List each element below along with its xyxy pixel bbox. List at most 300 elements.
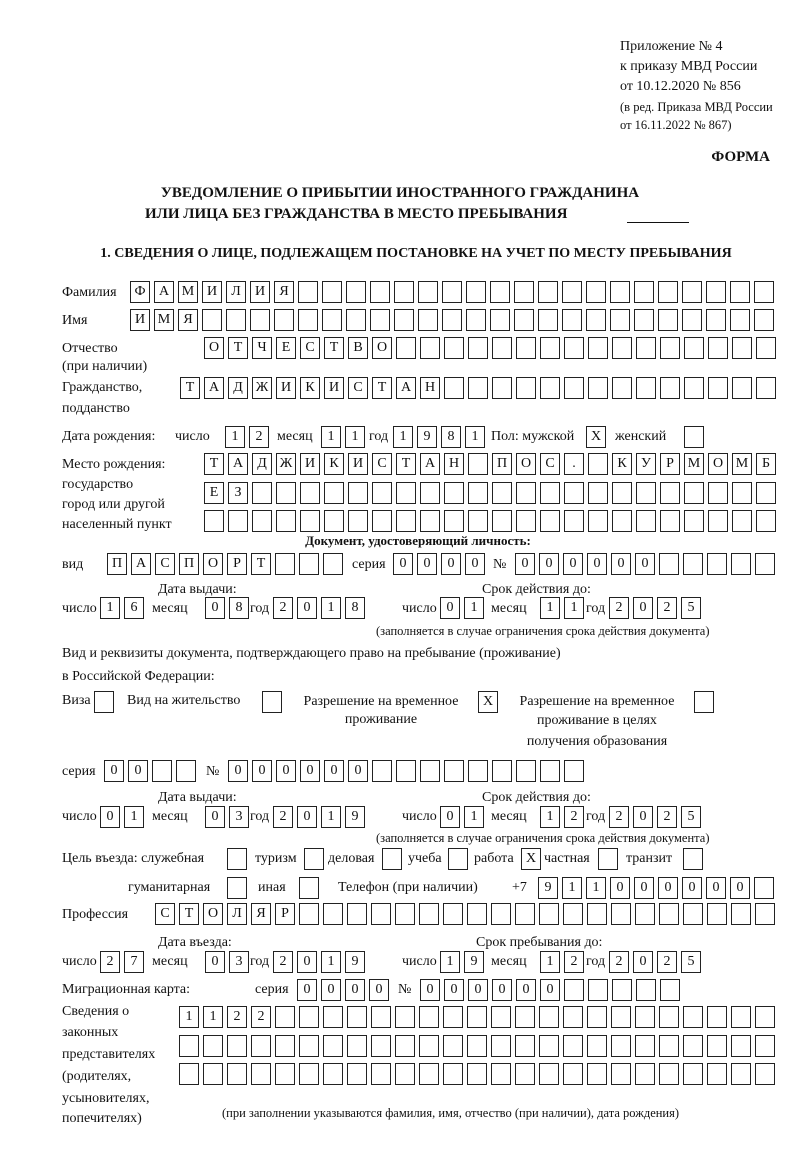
char-cell[interactable]: 8 bbox=[441, 426, 461, 448]
char-cell[interactable] bbox=[324, 482, 344, 504]
name-field[interactable] bbox=[130, 309, 774, 331]
char-cell[interactable] bbox=[395, 1006, 415, 1028]
char-cell[interactable] bbox=[707, 903, 727, 925]
char-cell[interactable] bbox=[598, 848, 618, 870]
sex-female-checkbox[interactable] bbox=[684, 426, 704, 448]
char-cell[interactable] bbox=[564, 760, 584, 782]
id-series-field[interactable] bbox=[393, 553, 485, 575]
char-cell[interactable] bbox=[396, 337, 416, 359]
char-cell[interactable]: 0 bbox=[100, 806, 120, 828]
char-cell[interactable] bbox=[370, 309, 390, 331]
char-cell[interactable] bbox=[515, 903, 535, 925]
char-cell[interactable] bbox=[683, 1006, 703, 1028]
char-cell[interactable]: 2 bbox=[227, 1006, 247, 1028]
char-cell[interactable] bbox=[444, 337, 464, 359]
char-cell[interactable]: Т bbox=[179, 903, 199, 925]
char-cell[interactable] bbox=[275, 1063, 295, 1085]
char-cell[interactable]: 2 bbox=[273, 597, 293, 619]
char-cell[interactable] bbox=[299, 1063, 319, 1085]
char-cell[interactable]: Б bbox=[756, 453, 776, 475]
char-cell[interactable]: 0 bbox=[297, 951, 317, 973]
char-cell[interactable]: П bbox=[492, 453, 512, 475]
purpose-tourism-checkbox[interactable] bbox=[304, 848, 324, 870]
title-blank-line[interactable] bbox=[627, 222, 689, 223]
char-cell[interactable] bbox=[444, 760, 464, 782]
char-cell[interactable]: 1 bbox=[225, 426, 245, 448]
char-cell[interactable] bbox=[276, 510, 296, 532]
char-cell[interactable] bbox=[563, 1006, 583, 1028]
char-cell[interactable]: 1 bbox=[464, 597, 484, 619]
char-cell[interactable]: 0 bbox=[539, 553, 559, 575]
char-cell[interactable]: Т bbox=[180, 377, 200, 399]
char-cell[interactable] bbox=[516, 510, 536, 532]
char-cell[interactable] bbox=[466, 281, 486, 303]
char-cell[interactable]: 1 bbox=[321, 597, 341, 619]
char-cell[interactable] bbox=[564, 377, 584, 399]
char-cell[interactable] bbox=[299, 1006, 319, 1028]
char-cell[interactable] bbox=[346, 309, 366, 331]
char-cell[interactable]: И bbox=[276, 377, 296, 399]
char-cell[interactable]: Я bbox=[274, 281, 294, 303]
char-cell[interactable] bbox=[418, 281, 438, 303]
char-cell[interactable]: З bbox=[228, 482, 248, 504]
char-cell[interactable]: 0 bbox=[730, 877, 750, 899]
char-cell[interactable]: 0 bbox=[205, 951, 225, 973]
char-cell[interactable] bbox=[371, 1035, 391, 1057]
char-cell[interactable] bbox=[94, 691, 114, 713]
stay-issue-month-field[interactable] bbox=[205, 806, 249, 828]
char-cell[interactable] bbox=[371, 1006, 391, 1028]
char-cell[interactable] bbox=[538, 309, 558, 331]
char-cell[interactable]: 0 bbox=[465, 553, 485, 575]
char-cell[interactable] bbox=[612, 377, 632, 399]
birthplace-row-1[interactable] bbox=[204, 453, 776, 475]
char-cell[interactable] bbox=[491, 1006, 511, 1028]
char-cell[interactable]: 1 bbox=[562, 877, 582, 899]
char-cell[interactable]: Н bbox=[420, 377, 440, 399]
char-cell[interactable] bbox=[706, 281, 726, 303]
char-cell[interactable] bbox=[635, 1063, 655, 1085]
char-cell[interactable] bbox=[491, 1035, 511, 1057]
char-cell[interactable] bbox=[347, 1035, 367, 1057]
char-cell[interactable] bbox=[299, 877, 319, 899]
char-cell[interactable]: 2 bbox=[273, 951, 293, 973]
char-cell[interactable]: 0 bbox=[228, 760, 248, 782]
char-cell[interactable] bbox=[634, 309, 654, 331]
stay-series-field[interactable] bbox=[104, 760, 196, 782]
char-cell[interactable] bbox=[203, 1035, 223, 1057]
char-cell[interactable]: 0 bbox=[515, 553, 535, 575]
char-cell[interactable]: Т bbox=[372, 377, 392, 399]
char-cell[interactable]: Ж bbox=[252, 377, 272, 399]
char-cell[interactable]: Т bbox=[204, 453, 224, 475]
char-cell[interactable]: 2 bbox=[100, 951, 120, 973]
char-cell[interactable] bbox=[516, 482, 536, 504]
char-cell[interactable]: С bbox=[300, 337, 320, 359]
char-cell[interactable]: С bbox=[540, 453, 560, 475]
char-cell[interactable]: 7 bbox=[124, 951, 144, 973]
char-cell[interactable] bbox=[395, 1035, 415, 1057]
char-cell[interactable]: А bbox=[396, 377, 416, 399]
char-cell[interactable]: 0 bbox=[297, 979, 317, 1001]
char-cell[interactable]: 0 bbox=[128, 760, 148, 782]
phone-field[interactable] bbox=[538, 877, 774, 899]
char-cell[interactable] bbox=[371, 1063, 391, 1085]
char-cell[interactable]: Ж bbox=[276, 453, 296, 475]
char-cell[interactable] bbox=[371, 903, 391, 925]
stay-valid-day-field[interactable] bbox=[440, 806, 484, 828]
char-cell[interactable] bbox=[732, 337, 752, 359]
char-cell[interactable] bbox=[684, 337, 704, 359]
char-cell[interactable] bbox=[324, 510, 344, 532]
char-cell[interactable] bbox=[636, 979, 656, 1001]
char-cell[interactable] bbox=[466, 309, 486, 331]
char-cell[interactable] bbox=[276, 482, 296, 504]
sex-male-checkbox[interactable] bbox=[586, 426, 606, 448]
char-cell[interactable]: 1 bbox=[203, 1006, 223, 1028]
char-cell[interactable] bbox=[636, 510, 656, 532]
char-cell[interactable]: М bbox=[732, 453, 752, 475]
char-cell[interactable] bbox=[610, 281, 630, 303]
char-cell[interactable]: 0 bbox=[610, 877, 630, 899]
char-cell[interactable] bbox=[468, 760, 488, 782]
char-cell[interactable]: 9 bbox=[345, 806, 365, 828]
purpose-private-checkbox[interactable] bbox=[598, 848, 618, 870]
char-cell[interactable] bbox=[611, 903, 631, 925]
char-cell[interactable] bbox=[395, 1063, 415, 1085]
char-cell[interactable] bbox=[683, 903, 703, 925]
char-cell[interactable] bbox=[540, 337, 560, 359]
char-cell[interactable] bbox=[683, 1035, 703, 1057]
char-cell[interactable] bbox=[708, 337, 728, 359]
id-issue-day-field[interactable] bbox=[100, 597, 144, 619]
char-cell[interactable]: Т bbox=[396, 453, 416, 475]
char-cell[interactable] bbox=[394, 281, 414, 303]
char-cell[interactable]: 2 bbox=[609, 951, 629, 973]
char-cell[interactable] bbox=[684, 482, 704, 504]
char-cell[interactable] bbox=[708, 510, 728, 532]
char-cell[interactable] bbox=[227, 1063, 247, 1085]
char-cell[interactable] bbox=[516, 377, 536, 399]
char-cell[interactable]: Д bbox=[252, 453, 272, 475]
char-cell[interactable]: 1 bbox=[465, 426, 485, 448]
char-cell[interactable]: 0 bbox=[492, 979, 512, 1001]
char-cell[interactable] bbox=[251, 1063, 271, 1085]
char-cell[interactable]: А bbox=[228, 453, 248, 475]
temporary-residence-checkbox[interactable] bbox=[478, 691, 498, 713]
char-cell[interactable] bbox=[179, 1035, 199, 1057]
char-cell[interactable]: 9 bbox=[417, 426, 437, 448]
char-cell[interactable]: А bbox=[131, 553, 151, 575]
char-cell[interactable] bbox=[731, 1063, 751, 1085]
char-cell[interactable]: 0 bbox=[205, 806, 225, 828]
char-cell[interactable]: А bbox=[204, 377, 224, 399]
char-cell[interactable] bbox=[659, 1006, 679, 1028]
char-cell[interactable] bbox=[659, 553, 679, 575]
char-cell[interactable] bbox=[227, 877, 247, 899]
char-cell[interactable]: 0 bbox=[633, 951, 653, 973]
char-cell[interactable]: Н bbox=[444, 453, 464, 475]
char-cell[interactable]: Л bbox=[227, 903, 247, 925]
char-cell[interactable] bbox=[252, 482, 272, 504]
char-cell[interactable] bbox=[612, 510, 632, 532]
char-cell[interactable] bbox=[323, 1006, 343, 1028]
char-cell[interactable] bbox=[564, 482, 584, 504]
id-kind-field[interactable] bbox=[107, 553, 343, 575]
char-cell[interactable] bbox=[588, 453, 608, 475]
char-cell[interactable]: 9 bbox=[464, 951, 484, 973]
char-cell[interactable] bbox=[372, 760, 392, 782]
stay-number-field[interactable] bbox=[228, 760, 584, 782]
char-cell[interactable] bbox=[611, 1035, 631, 1057]
char-cell[interactable] bbox=[348, 482, 368, 504]
char-cell[interactable] bbox=[251, 1035, 271, 1057]
char-cell[interactable]: С bbox=[155, 903, 175, 925]
char-cell[interactable] bbox=[179, 1063, 199, 1085]
char-cell[interactable] bbox=[586, 309, 606, 331]
char-cell[interactable] bbox=[588, 979, 608, 1001]
char-cell[interactable]: 0 bbox=[393, 553, 413, 575]
char-cell[interactable] bbox=[539, 1035, 559, 1057]
char-cell[interactable] bbox=[420, 510, 440, 532]
char-cell[interactable]: Л bbox=[226, 281, 246, 303]
char-cell[interactable]: 1 bbox=[540, 806, 560, 828]
char-cell[interactable] bbox=[274, 309, 294, 331]
char-cell[interactable]: 0 bbox=[634, 877, 654, 899]
char-cell[interactable]: 1 bbox=[540, 951, 560, 973]
char-cell[interactable] bbox=[372, 510, 392, 532]
char-cell[interactable] bbox=[322, 281, 342, 303]
char-cell[interactable] bbox=[275, 553, 295, 575]
char-cell[interactable] bbox=[755, 903, 775, 925]
char-cell[interactable] bbox=[443, 1063, 463, 1085]
id-valid-month-field[interactable] bbox=[540, 597, 584, 619]
char-cell[interactable]: 1 bbox=[321, 951, 341, 973]
char-cell[interactable] bbox=[515, 1035, 535, 1057]
char-cell[interactable]: 2 bbox=[657, 951, 677, 973]
entry-year-field[interactable] bbox=[273, 951, 365, 973]
char-cell[interactable] bbox=[730, 281, 750, 303]
char-cell[interactable]: 3 bbox=[229, 951, 249, 973]
char-cell[interactable]: 0 bbox=[706, 877, 726, 899]
char-cell[interactable] bbox=[252, 510, 272, 532]
char-cell[interactable]: Е bbox=[204, 482, 224, 504]
char-cell[interactable] bbox=[684, 377, 704, 399]
char-cell[interactable]: 0 bbox=[658, 877, 678, 899]
char-cell[interactable] bbox=[226, 309, 246, 331]
char-cell[interactable] bbox=[562, 309, 582, 331]
char-cell[interactable] bbox=[612, 337, 632, 359]
char-cell[interactable] bbox=[444, 482, 464, 504]
char-cell[interactable] bbox=[304, 848, 324, 870]
char-cell[interactable] bbox=[442, 309, 462, 331]
char-cell[interactable] bbox=[492, 337, 512, 359]
char-cell[interactable] bbox=[323, 903, 343, 925]
char-cell[interactable]: С bbox=[372, 453, 392, 475]
char-cell[interactable]: 0 bbox=[633, 806, 653, 828]
char-cell[interactable] bbox=[298, 309, 318, 331]
char-cell[interactable]: П bbox=[179, 553, 199, 575]
char-cell[interactable] bbox=[442, 281, 462, 303]
citizenship-field[interactable] bbox=[180, 377, 776, 399]
char-cell[interactable]: М bbox=[178, 281, 198, 303]
char-cell[interactable] bbox=[756, 510, 776, 532]
char-cell[interactable] bbox=[540, 760, 560, 782]
char-cell[interactable] bbox=[660, 482, 680, 504]
char-cell[interactable] bbox=[202, 309, 222, 331]
char-cell[interactable] bbox=[683, 553, 703, 575]
char-cell[interactable] bbox=[347, 1006, 367, 1028]
char-cell[interactable] bbox=[539, 1006, 559, 1028]
char-cell[interactable] bbox=[660, 979, 680, 1001]
char-cell[interactable]: О bbox=[372, 337, 392, 359]
char-cell[interactable]: К bbox=[300, 377, 320, 399]
representatives-row-1[interactable] bbox=[179, 1006, 775, 1028]
char-cell[interactable]: 0 bbox=[252, 760, 272, 782]
purpose-study-checkbox[interactable] bbox=[448, 848, 468, 870]
char-cell[interactable]: 1 bbox=[321, 426, 341, 448]
char-cell[interactable]: О bbox=[203, 553, 223, 575]
char-cell[interactable] bbox=[730, 309, 750, 331]
char-cell[interactable] bbox=[227, 1035, 247, 1057]
char-cell[interactable] bbox=[515, 1063, 535, 1085]
char-cell[interactable] bbox=[467, 1006, 487, 1028]
char-cell[interactable] bbox=[755, 1006, 775, 1028]
char-cell[interactable]: 2 bbox=[657, 806, 677, 828]
char-cell[interactable]: 2 bbox=[609, 597, 629, 619]
char-cell[interactable] bbox=[467, 903, 487, 925]
char-cell[interactable]: 0 bbox=[276, 760, 296, 782]
char-cell[interactable] bbox=[396, 760, 416, 782]
id-issue-month-field[interactable] bbox=[205, 597, 249, 619]
char-cell[interactable] bbox=[491, 1063, 511, 1085]
char-cell[interactable] bbox=[262, 691, 282, 713]
char-cell[interactable]: В bbox=[348, 337, 368, 359]
char-cell[interactable] bbox=[732, 510, 752, 532]
until-year-field[interactable] bbox=[609, 951, 701, 973]
char-cell[interactable] bbox=[203, 1063, 223, 1085]
char-cell[interactable] bbox=[539, 903, 559, 925]
char-cell[interactable] bbox=[514, 309, 534, 331]
char-cell[interactable] bbox=[468, 510, 488, 532]
char-cell[interactable] bbox=[658, 281, 678, 303]
char-cell[interactable] bbox=[347, 1063, 367, 1085]
char-cell[interactable] bbox=[756, 337, 776, 359]
char-cell[interactable] bbox=[587, 903, 607, 925]
char-cell[interactable]: 0 bbox=[633, 597, 653, 619]
char-cell[interactable]: 9 bbox=[538, 877, 558, 899]
char-cell[interactable] bbox=[684, 426, 704, 448]
char-cell[interactable] bbox=[418, 309, 438, 331]
char-cell[interactable]: 1 bbox=[393, 426, 413, 448]
char-cell[interactable] bbox=[660, 510, 680, 532]
char-cell[interactable] bbox=[227, 848, 247, 870]
visa-checkbox[interactable] bbox=[94, 691, 114, 713]
char-cell[interactable] bbox=[419, 1035, 439, 1057]
char-cell[interactable] bbox=[152, 760, 172, 782]
char-cell[interactable] bbox=[204, 510, 224, 532]
char-cell[interactable]: К bbox=[324, 453, 344, 475]
char-cell[interactable]: 2 bbox=[657, 597, 677, 619]
char-cell[interactable] bbox=[611, 1006, 631, 1028]
char-cell[interactable]: 0 bbox=[611, 553, 631, 575]
stay-issue-year-field[interactable] bbox=[273, 806, 365, 828]
char-cell[interactable]: Д bbox=[228, 377, 248, 399]
char-cell[interactable]: 8 bbox=[345, 597, 365, 619]
char-cell[interactable] bbox=[395, 903, 415, 925]
char-cell[interactable] bbox=[635, 1035, 655, 1057]
char-cell[interactable]: О bbox=[516, 453, 536, 475]
char-cell[interactable]: И bbox=[348, 453, 368, 475]
char-cell[interactable] bbox=[370, 281, 390, 303]
purpose-work-checkbox[interactable] bbox=[521, 848, 541, 870]
char-cell[interactable] bbox=[468, 337, 488, 359]
char-cell[interactable] bbox=[755, 553, 775, 575]
char-cell[interactable] bbox=[658, 309, 678, 331]
char-cell[interactable]: 5 bbox=[681, 597, 701, 619]
char-cell[interactable] bbox=[694, 691, 714, 713]
char-cell[interactable]: 0 bbox=[441, 553, 461, 575]
id-number-field[interactable] bbox=[515, 553, 775, 575]
char-cell[interactable] bbox=[587, 1063, 607, 1085]
char-cell[interactable]: 0 bbox=[345, 979, 365, 1001]
char-cell[interactable] bbox=[492, 760, 512, 782]
char-cell[interactable] bbox=[228, 510, 248, 532]
char-cell[interactable]: 0 bbox=[635, 553, 655, 575]
representatives-row-3[interactable] bbox=[179, 1063, 775, 1085]
char-cell[interactable]: А bbox=[154, 281, 174, 303]
char-cell[interactable]: Ч bbox=[252, 337, 272, 359]
patronymic-field[interactable] bbox=[204, 337, 776, 359]
char-cell[interactable]: 2 bbox=[251, 1006, 271, 1028]
char-cell[interactable] bbox=[636, 337, 656, 359]
char-cell[interactable] bbox=[588, 337, 608, 359]
char-cell[interactable] bbox=[540, 510, 560, 532]
char-cell[interactable] bbox=[660, 377, 680, 399]
char-cell[interactable] bbox=[299, 553, 319, 575]
stay-valid-year-field[interactable] bbox=[609, 806, 701, 828]
char-cell[interactable]: 6 bbox=[124, 597, 144, 619]
char-cell[interactable] bbox=[444, 377, 464, 399]
char-cell[interactable] bbox=[468, 453, 488, 475]
char-cell[interactable]: Р bbox=[227, 553, 247, 575]
char-cell[interactable]: 3 bbox=[229, 806, 249, 828]
char-cell[interactable]: И bbox=[202, 281, 222, 303]
char-cell[interactable]: X bbox=[521, 848, 541, 870]
char-cell[interactable]: И bbox=[300, 453, 320, 475]
char-cell[interactable] bbox=[707, 1063, 727, 1085]
char-cell[interactable] bbox=[611, 1063, 631, 1085]
char-cell[interactable]: 0 bbox=[444, 979, 464, 1001]
char-cell[interactable]: 0 bbox=[297, 597, 317, 619]
char-cell[interactable]: 0 bbox=[440, 806, 460, 828]
purpose-official-checkbox[interactable] bbox=[227, 848, 247, 870]
char-cell[interactable] bbox=[708, 482, 728, 504]
char-cell[interactable]: М bbox=[154, 309, 174, 331]
char-cell[interactable] bbox=[731, 903, 751, 925]
char-cell[interactable] bbox=[396, 510, 416, 532]
char-cell[interactable]: 5 bbox=[681, 806, 701, 828]
char-cell[interactable]: Т bbox=[251, 553, 271, 575]
char-cell[interactable]: X bbox=[586, 426, 606, 448]
char-cell[interactable] bbox=[659, 1063, 679, 1085]
char-cell[interactable] bbox=[659, 1035, 679, 1057]
char-cell[interactable] bbox=[660, 337, 680, 359]
char-cell[interactable]: 0 bbox=[104, 760, 124, 782]
char-cell[interactable]: Р bbox=[275, 903, 295, 925]
char-cell[interactable]: 2 bbox=[609, 806, 629, 828]
char-cell[interactable] bbox=[492, 377, 512, 399]
